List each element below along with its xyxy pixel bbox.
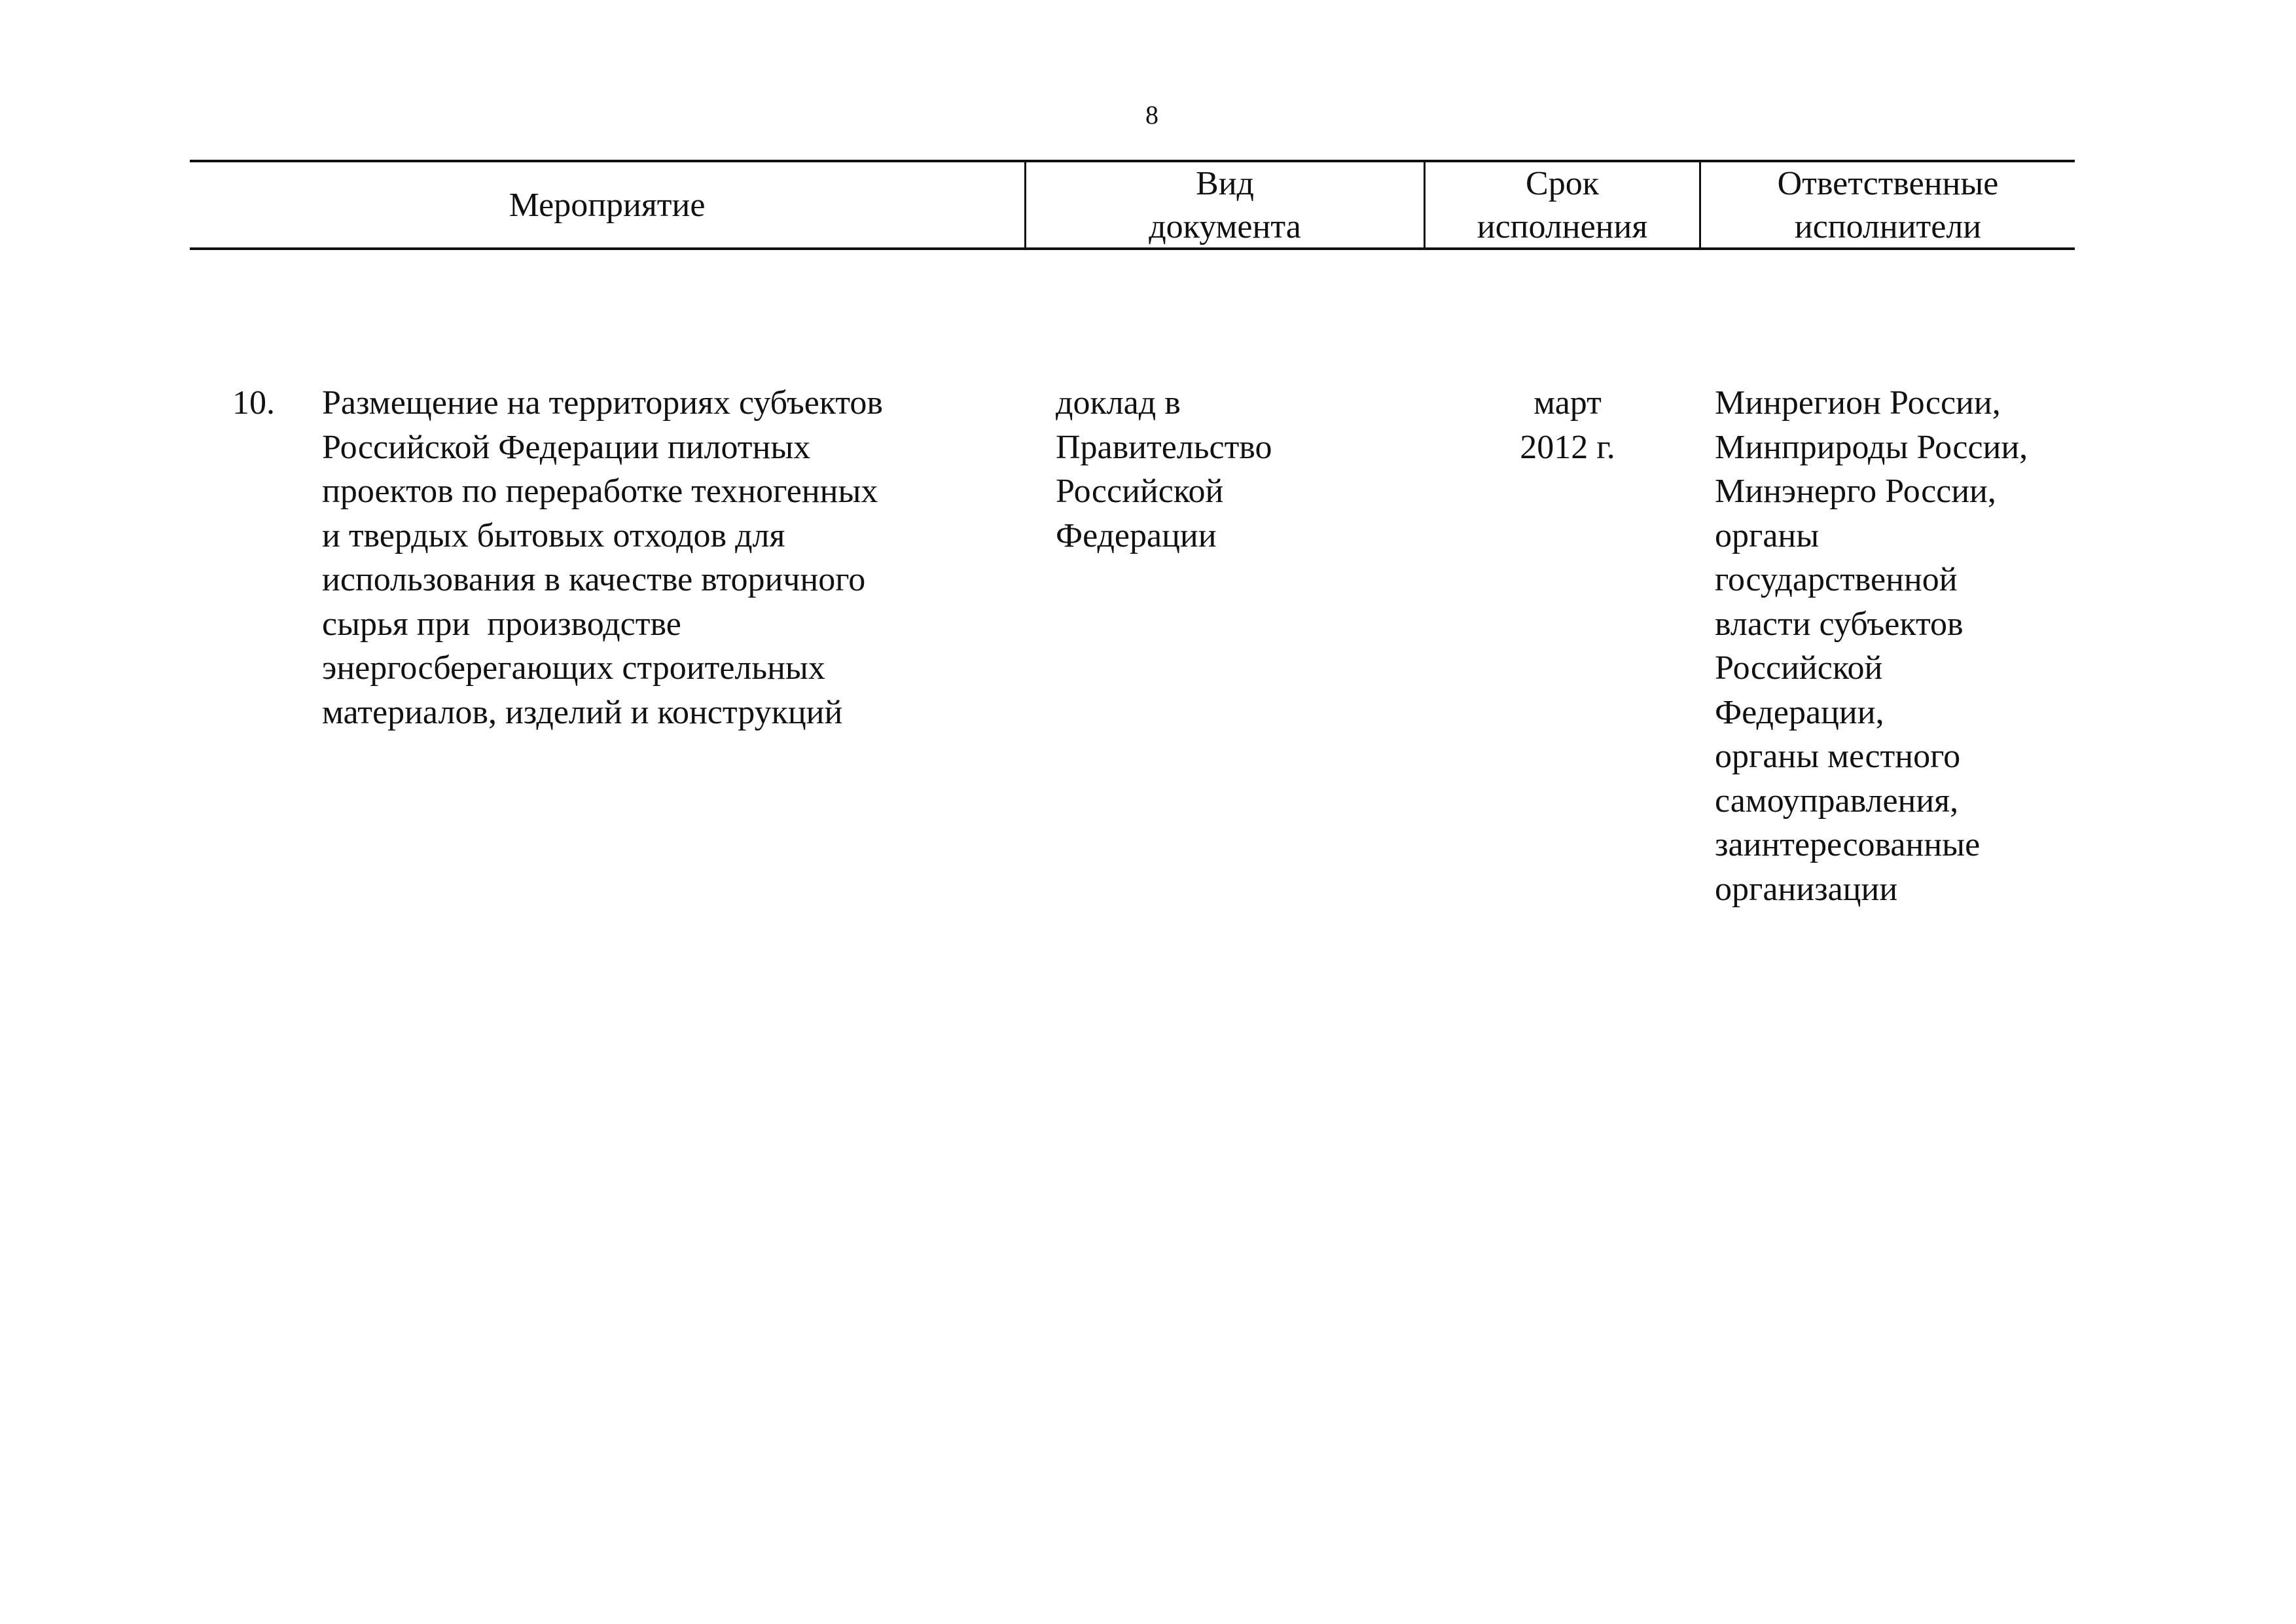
event-line: сырья при производстве bbox=[322, 605, 681, 643]
responsible-line: органы местного bbox=[1715, 738, 1961, 775]
responsible-line: государственной bbox=[1715, 561, 1958, 598]
header-responsible-line: исполнители bbox=[1794, 208, 1982, 245]
doc-type-line: Правительство bbox=[1056, 428, 1272, 466]
header-deadline bbox=[1426, 162, 1699, 249]
header-doc-type-line: документа bbox=[1149, 208, 1301, 245]
row-number: 10. bbox=[232, 384, 275, 422]
header-deadline-line: исполнения bbox=[1477, 208, 1648, 245]
responsible-line: самоуправления, bbox=[1715, 782, 1959, 820]
header-deadline-line: Срок bbox=[1526, 165, 1599, 202]
header-doc-type bbox=[1026, 162, 1424, 249]
doc-type-line: Федерации bbox=[1056, 516, 1217, 554]
event-line: Размещение на территориях субъектов bbox=[322, 384, 883, 422]
doc-type-cell bbox=[1056, 381, 1422, 558]
event-line: энергосберегающих строительных bbox=[322, 649, 825, 687]
event-cell bbox=[322, 381, 1009, 734]
doc-type-line: Российской bbox=[1056, 473, 1224, 510]
event-line: проектов по переработке техногенных bbox=[322, 473, 878, 510]
doc-type-line: доклад в bbox=[1056, 384, 1181, 422]
header-event-label: Мероприятие bbox=[509, 187, 706, 224]
responsible-cell bbox=[1715, 381, 2081, 911]
event-line: материалов, изделий и конструкций bbox=[322, 693, 843, 731]
responsible-line: организации bbox=[1715, 870, 1898, 908]
event-line: Российской Федерации пилотных bbox=[322, 428, 811, 466]
header-responsible-line: Ответственные bbox=[1777, 165, 1999, 202]
responsible-line: Федерации, bbox=[1715, 693, 1884, 731]
responsible-line: Минэнерго России, bbox=[1715, 473, 1996, 510]
header-responsible bbox=[1701, 162, 2075, 249]
responsible-line: органы bbox=[1715, 516, 1820, 554]
header-doc-type-line: Вид bbox=[1196, 165, 1254, 202]
event-line: и твердых бытовых отходов для bbox=[322, 516, 785, 554]
responsible-line: Российской bbox=[1715, 649, 1883, 687]
deadline-cell bbox=[1430, 381, 1705, 469]
header-event bbox=[190, 162, 1024, 249]
deadline-line: 2012 г. bbox=[1520, 428, 1615, 466]
deadline-line: март bbox=[1534, 384, 1602, 422]
responsible-line: заинтересованные bbox=[1715, 826, 1981, 863]
responsible-line: Минприроды России, bbox=[1715, 428, 2028, 466]
responsible-line: власти субъектов bbox=[1715, 605, 1964, 643]
page-number: 8 bbox=[1145, 100, 1158, 130]
responsible-line: Минрегион России, bbox=[1715, 384, 2001, 422]
event-line: использования в качестве вторичного bbox=[322, 561, 866, 598]
